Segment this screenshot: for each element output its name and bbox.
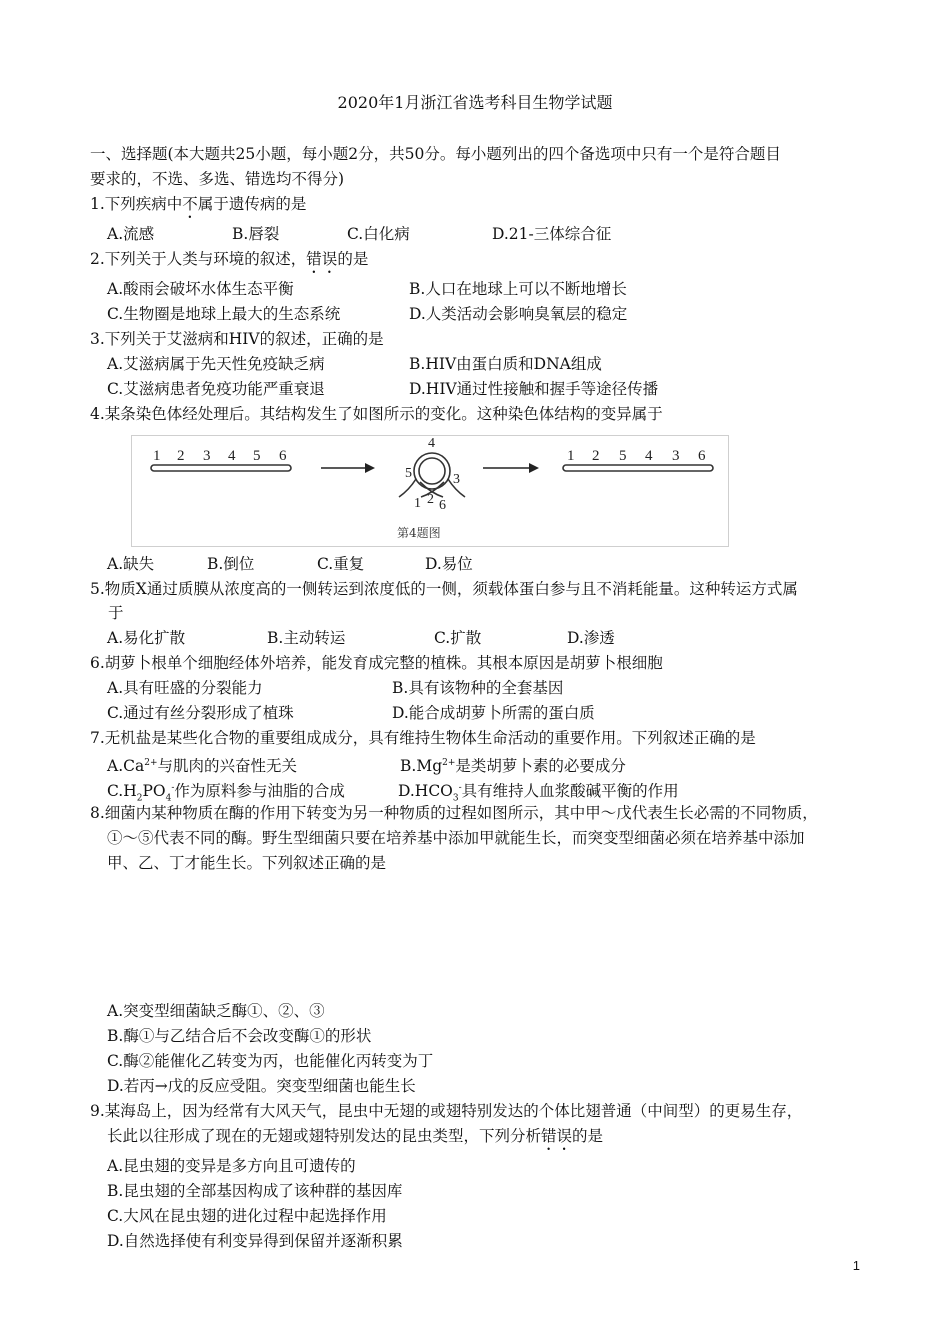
q2-option-d: D.人类活动会影响臭氧层的稳定	[409, 305, 628, 323]
q8-option-c: C.酶②能催化乙转变为丙，也能催化丙转变为丁	[107, 1052, 434, 1070]
right-number: 2	[592, 448, 600, 464]
q7-option-d: $D.HCO_3^-$具有维持人血浆酸碱平衡的作用	[398, 782, 679, 804]
loop-number: 2	[427, 492, 434, 507]
q4-option-b: B.倒位	[207, 555, 255, 573]
q4-option-c: C.重复	[317, 555, 365, 573]
left-number: 4	[228, 448, 236, 464]
chromosome-figure	[131, 435, 729, 547]
q6-option-d: D.能合成胡萝卜所需的蛋白质	[392, 704, 595, 722]
right-number: 3	[672, 448, 680, 464]
q3-stem: 3.下列关于艾滋病和HIV的叙述，正确的是	[90, 330, 384, 348]
right-number: 1	[567, 448, 575, 464]
q1-option-d: D.21-三体综合征	[492, 225, 612, 243]
q5-stem-cont: 于	[108, 604, 124, 622]
q6-option-a: A.具有旺盛的分裂能力	[107, 679, 263, 697]
q8-stem-cont: 甲、乙、丁才能生长。下列叙述正确的是	[107, 854, 387, 872]
q1-option-a: A.流感	[107, 225, 155, 243]
q8-option-a: A.突变型细菌缺乏酶①、②、③	[107, 1002, 325, 1020]
left-number: 5	[253, 448, 261, 464]
q9-option-a: A.昆虫翅的变异是多方向且可遗传的	[107, 1157, 356, 1175]
page-title: 2020年1月浙江省选考科目生物学试题	[337, 93, 613, 112]
q1-stem: 1.下列疾病中不属于遗传病的是	[90, 195, 307, 213]
q5-option-b: B.主动转运	[267, 629, 346, 647]
q3-option-c: C.艾滋病患者免疫功能严重衰退	[107, 380, 325, 398]
right-number: 4	[645, 448, 653, 464]
q7-option-a: $A.Ca^{2+}$与肌肉的兴奋性无关	[107, 757, 298, 776]
q2-option-a: A.酸雨会破坏水体生态平衡	[107, 280, 294, 298]
q3-option-d: D.HIV通过性接触和握手等途径传播	[409, 380, 659, 398]
q5-option-a: A.易化扩散	[107, 629, 186, 647]
q9-option-b: B.昆虫翅的全部基因构成了该种群的基因库	[107, 1182, 403, 1200]
left-number: 6	[279, 448, 287, 464]
q3-option-a: A.艾滋病属于先天性免疫缺乏病	[107, 355, 325, 373]
q4-stem: 4.某条染色体经处理后。其结构发生了如图所示的变化。这种染色体结构的变异属于	[90, 405, 663, 423]
right-number: 5	[619, 448, 627, 464]
q7-option-b: $B.Mg^{2+}$是类胡萝卜素的必要成分	[400, 757, 626, 776]
q5-stem: 5.物质X通过质膜从浓度高的一侧转运到浓度低的一侧，须载体蛋白参与且不消耗能量。这种转运方式属	[90, 580, 798, 598]
q6-option-c: C.通过有丝分裂形成了植珠	[107, 704, 294, 722]
loop-number: 4	[428, 436, 435, 451]
q3-option-b: B.HIV由蛋白质和DNA组成	[409, 355, 602, 373]
q9-stem-cont: 长此以往形成了现在的无翅或翅特别发达的昆虫类型，下列分析错误的是	[107, 1127, 604, 1145]
q2-option-b: B.人口在地球上可以不断地增长	[409, 280, 627, 298]
loop-number: 1	[414, 496, 421, 511]
left-number: 1	[153, 448, 161, 464]
q4-option-d: D.易位	[425, 555, 473, 573]
q8-option-b: B.酶①与乙结合后不会改变酶①的形状	[107, 1027, 372, 1045]
q7-stem: 7.无机盐是某些化合物的重要组成成分，具有维持生物体生命活动的重要作用。下列叙述正确的是	[90, 729, 756, 747]
loop-number: 5	[405, 466, 412, 481]
section-heading-cont: 要求的，不选、多选、错选均不得分)	[90, 170, 345, 188]
q2-stem: 2.下列关于人类与环境的叙述，错误的是	[90, 250, 369, 268]
q8-option-d: D.若丙→戊的反应受阻。突变型细菌也能生长	[107, 1077, 416, 1095]
page-number: 1	[852, 1258, 860, 1273]
q7-option-c: $C.H_2PO_4^-$作为原料参与油脂的合成	[107, 782, 345, 804]
q5-option-d: D.渗透	[567, 629, 615, 647]
q9-stem: 9.某海岛上，因为经常有大风天气，昆虫中无翅的或翅特别发达的个体比翅普通（中间型）的更易生存，	[90, 1102, 803, 1120]
section-heading: 一、选择题(本大题共25小题，每小题2分，共50分。每小题列出的四个备选项中只有一个是符合题目	[90, 145, 781, 163]
q1-option-c: C.白化病	[347, 225, 410, 243]
loop-number: 6	[439, 498, 446, 513]
loop-number: 3	[453, 472, 460, 487]
right-number: 6	[698, 448, 706, 464]
q8-stem-cont: ①～⑤代表不同的酶。野生型细菌只要在培养基中添加甲就能生长，而突变型细菌必须在培养基中添加	[107, 829, 805, 847]
q1-option-b: B.唇裂	[232, 225, 280, 243]
q2-option-c: C.生物圈是地球上最大的生态系统	[107, 305, 341, 323]
q6-option-b: B.具有该物种的全套基因	[392, 679, 564, 697]
q6-stem: 6.胡萝卜根单个细胞经体外培养，能发育成完整的植株。其根本原因是胡萝卜根细胞	[90, 654, 663, 672]
q8-stem: 8.细菌内某种物质在酶的作用下转变为另一种物质的过程如图所示，其中甲～戊代表生长必需的不同物质，	[90, 804, 818, 822]
q9-option-d: D.自然选择使有利变异得到保留并逐渐积累	[107, 1232, 403, 1250]
q4-option-a: A.缺失	[107, 555, 155, 573]
q9-option-c: C.大风在昆虫翅的进化过程中起选择作用	[107, 1207, 387, 1225]
figure-caption: 第4题图	[397, 526, 441, 540]
left-number: 2	[177, 448, 185, 464]
left-number: 3	[203, 448, 211, 464]
q5-option-c: C.扩散	[434, 629, 482, 647]
